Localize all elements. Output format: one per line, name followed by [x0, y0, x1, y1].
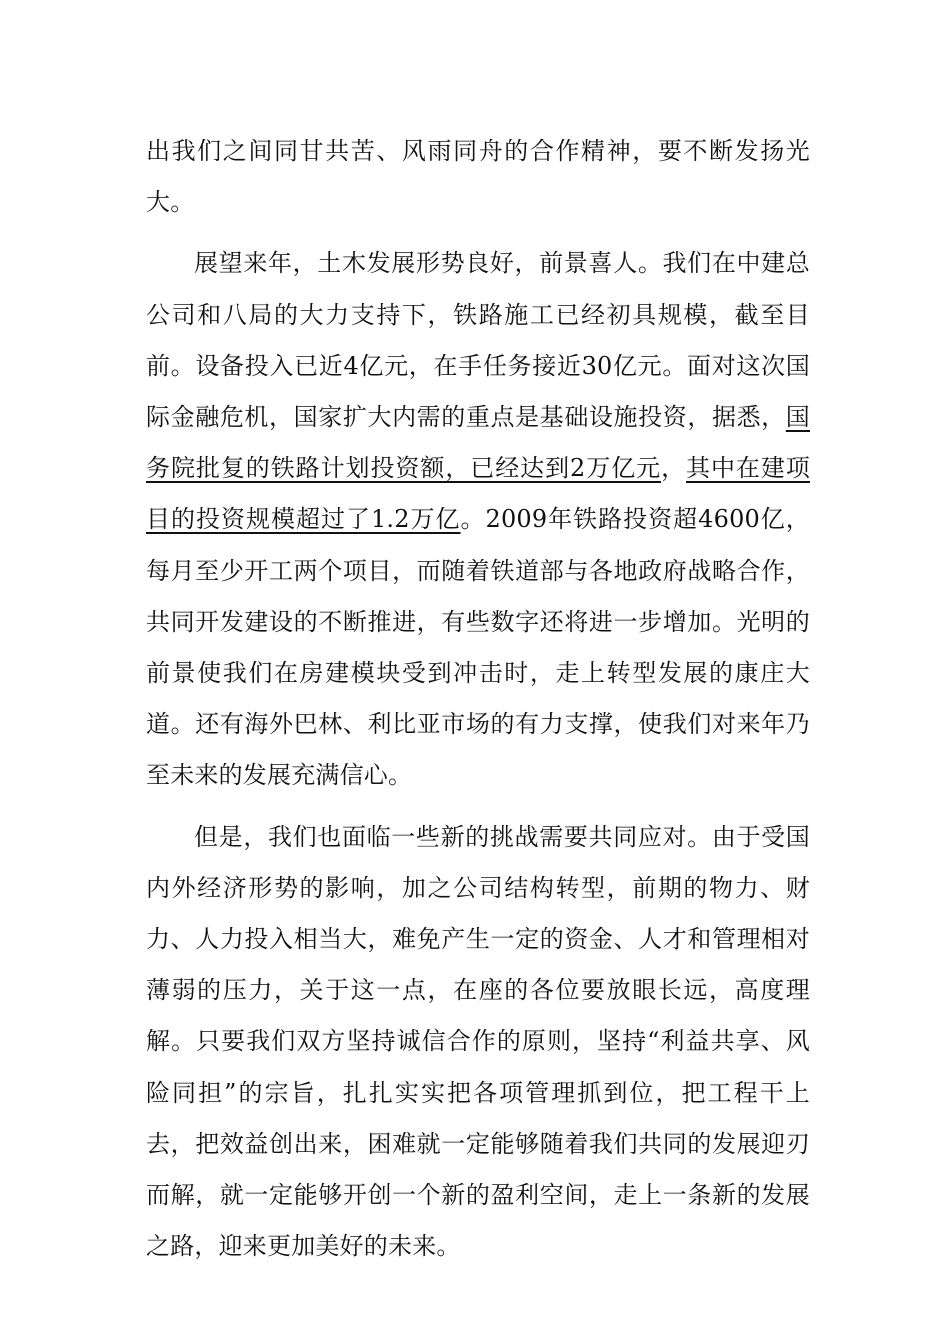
paragraph-3: 但是，我们也面临一些新的挑战需要共同应对。由于受国内外经济形势的影响，加之公司结构转型，前期的物力、财力、人力投入相当大，难免产生一定的资金、人才和管理相对薄弱的压力，关于这一点，在座的各位要放眼长远，高度理解。只要我们双方坚持诚信合作的原则，坚持“利益共享、风险同担”的宗旨，扎扎实实把各项管理抓到位，把工程干上去，把效益创出来，困难就一定能够随着我们共同的发展迎刃而解，就一定能够开创一个新的盈利空间，走上一条新的发展之路，迎来更加美好的未来。 — [146, 822, 810, 1261]
paragraph-2-comma: ， — [661, 454, 687, 483]
paragraph-2 — [146, 238, 810, 801]
paragraph-1: 出我们之间同甘共苦、风雨同舟的合作精神，要不断发扬光大。 — [146, 137, 810, 217]
document-body — [146, 126, 810, 1272]
paragraph-2-text-start: 展望来年，土木发展形势良好，前景喜人。我们在中建总公司和八局的大力支持下，铁路施工已经初具规模，截至目前。设备投入已近4亿元，在手任务接近30亿元。面对这次国际金融危机，国家扩大内需的重点是基础设施投资，据悉， — [146, 249, 810, 432]
paragraph-2-text-end: 。2009年铁路投资超4600亿，每月至少开工两个项目，而随着铁道部与各地政府战略合作，共同开发建设的不断推进，有些数字还将进一步增加。光明的前景使我们在房建模块受到冲击时，走上转型发展的康庄大道。还有海外巴林、利比亚市场的有力支撑，使我们对来年乃至未来的发展充满信心。 — [146, 505, 810, 790]
underlined-text-investment: 国务院批复的铁路计划投资额，已经达到2万亿元 — [146, 403, 810, 483]
paragraph-gap — [146, 802, 810, 812]
underlined-text-scale: 其中在建项目的投资规模超过了1.2万亿 — [146, 454, 811, 534]
paragraph-gap — [146, 228, 810, 238]
